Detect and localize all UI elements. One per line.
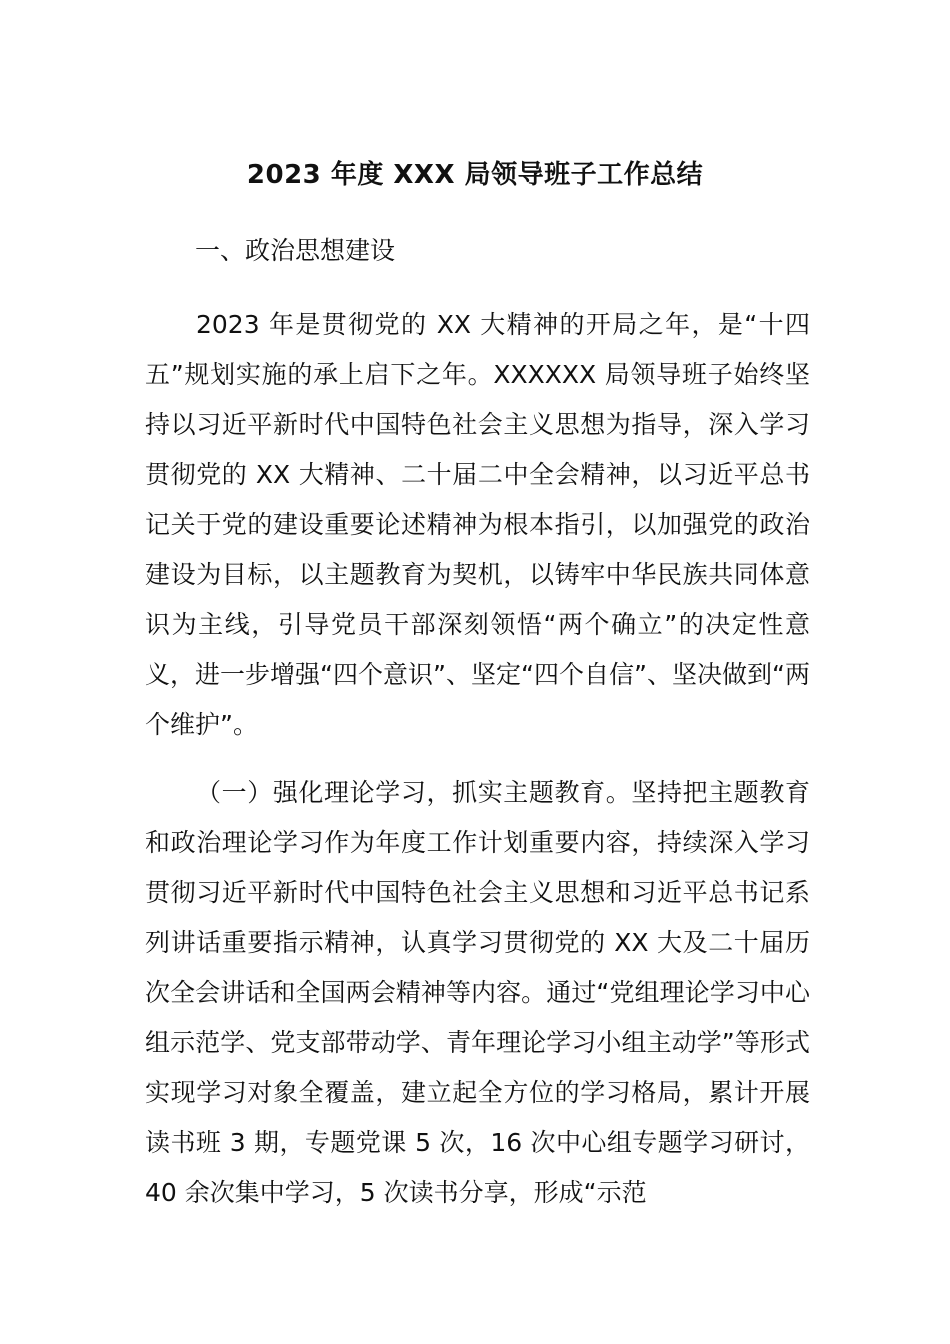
body-paragraph: 2023 年是贯彻党的 XX 大精神的开局之年，是“十四五”规划实施的承上启下之年。XXXXXX 局领导班子始终坚持以习近平新时代中国特色社会主义思想为指导，深入学习贯彻党的 XX 大精神、二十届二中全会精神，以习近平总书记关于党的建设重要论述精神为根本指引，以加强党的政治建设为目标，以主题教育为契机，以铸牢中华民族共同体意识为主线，引导党员干部深刻领悟“两个确立”的决定性意义，进一步增强“四个意识”、坚定“四个自信”、坚决做到“两个维护”。 [145, 310, 810, 739]
section-heading: 一、政治思想建设 [195, 236, 396, 265]
document-title: 2023 年度 XXX 局领导班子工作总结 [246, 160, 704, 190]
body-paragraph: （一）强化理论学习，抓实主题教育。坚持把主题教育和政治理论学习作为年度工作计划重要内容，持续深入学习贯彻习近平新时代中国特色社会主义思想和习近平总书记系列讲话重要指示精神，认真学习贯彻党的 XX 大及二十届历次全会讲话和全国两会精神等内容。通过“党组理论学习中心组示范学、党支部带动学、青年理论学习小组主动学”等形式实现学习对象全覆盖，建立起全方位的学习格局，累计开展读书班 3 期，专题党课 5 次，16 次中心组专题学习研讨，40 余次集中学习，5 次读书分享，形成“示范 [145, 778, 810, 1207]
